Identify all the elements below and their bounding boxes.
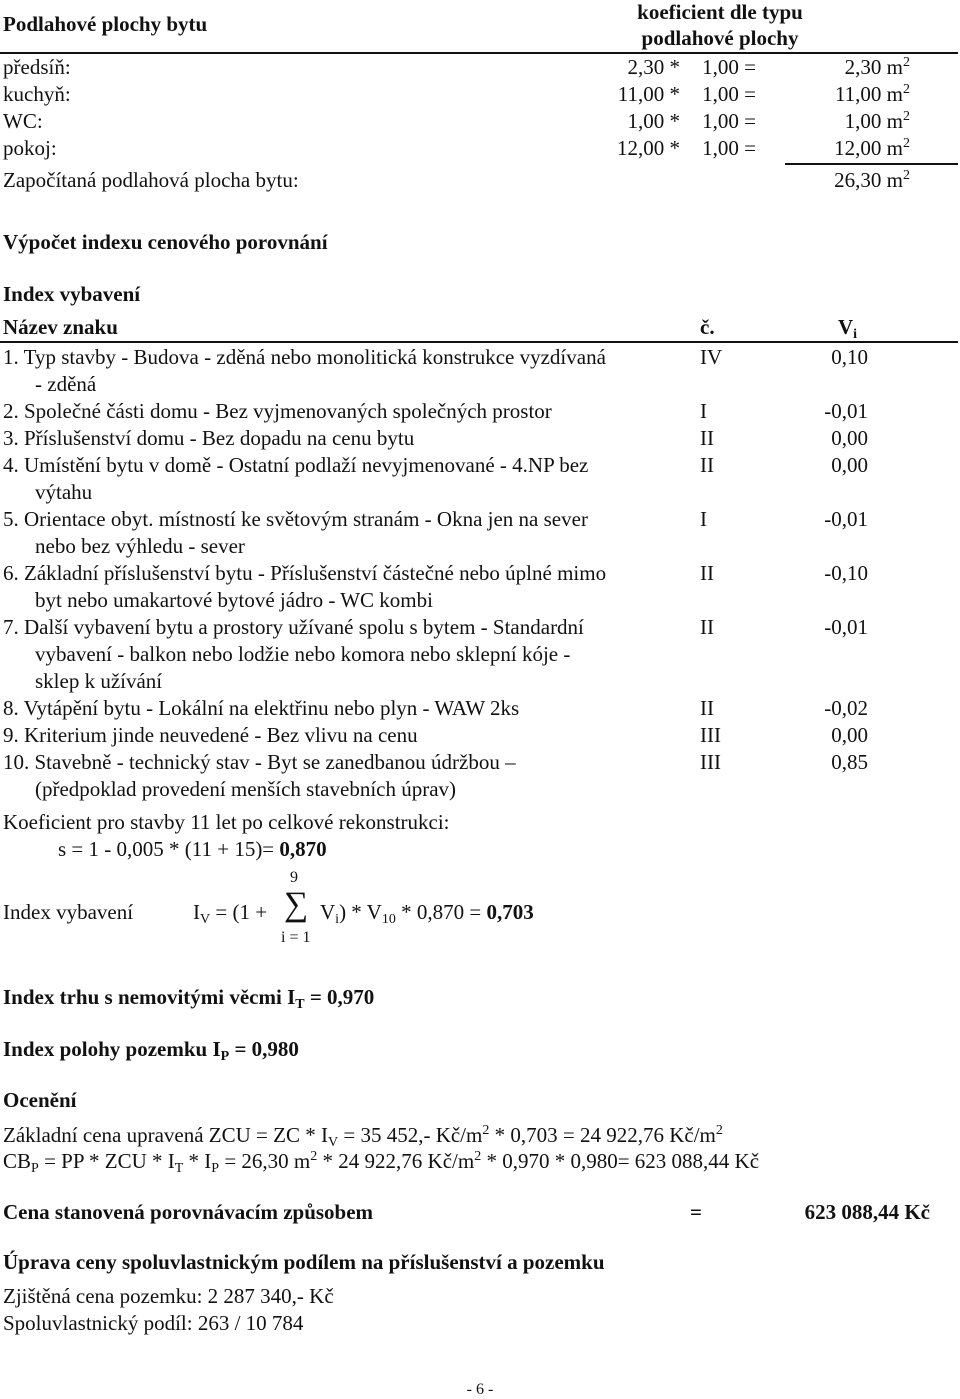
iv-label: Index vybavení	[3, 900, 134, 924]
equipment-item-text: sklep k užívání	[35, 669, 163, 693]
equipment-item-no: III	[700, 750, 721, 774]
equipment-item-no: I	[700, 507, 707, 531]
coef-header-1: koeficient dle typu	[637, 0, 803, 24]
equipment-item-value: -0,01	[824, 399, 868, 423]
equipment-item-text: 7. Další vybavení bytu a prostory užívané spolu s bytem - Standardní	[3, 615, 584, 639]
sum-lower-limit: i = 1	[281, 929, 311, 946]
equipment-item-text: 2. Společné části domu - Bez vyjmenovaných společných prostor	[3, 399, 552, 423]
sum-upper-limit: 9	[290, 869, 298, 886]
page-number: - 6 -	[466, 1381, 494, 1398]
floor-row-coef: 1,00 =	[702, 109, 756, 133]
result-value: 623 088,44 Kč	[804, 1200, 930, 1224]
floor-row-result: 1,00 $m^2$	[844, 109, 910, 133]
coef-text: Koeficient pro stavby 11 let po celkové rekonstrukci:	[3, 810, 450, 834]
sum-symbol: ∑	[284, 886, 309, 923]
floor-row-label: předsíň:	[3, 55, 71, 79]
floor-row-result: 2,30 $m^2$	[844, 55, 910, 79]
valuation-line-2: $CB_P$ = PP * ZCU * $I_T * I_P = 26,30$ $m^2 * 24$ 922,76 $Kč/m^2 * 0,970 * 0,980= 623$ 088,44 Kč	[3, 1149, 760, 1176]
equipment-item-no: IV	[700, 345, 723, 369]
coef-formula: s = 1 - 0,005 * (11 + 15)= 0,870	[58, 837, 327, 861]
equipment-item-text: byt nebo umakartové bytové jádro - WC kombi	[35, 588, 433, 612]
equipment-item-text: 9. Kriterium jinde neuvedené - Bez vlivu na cenu	[3, 723, 418, 747]
result-equals: =	[690, 1200, 702, 1224]
equipment-item-text: 1. Typ stavby - Budova - zděná nebo monolitická konstrukce vyzdívaná	[3, 345, 606, 369]
index-calc-title: Výpočet indexu cenového porovnání	[3, 230, 328, 254]
iv-formula-rest: $V_i) * V_{10} * 0,870 = 0,703$	[320, 900, 534, 927]
floor-row-area: 12,00 *	[617, 136, 680, 160]
equipment-title: Index vybavení	[3, 282, 141, 306]
equipment-item-text: 3. Příslušenství domu - Bez dopadu na cenu bytu	[3, 426, 415, 450]
floor-row-area: 11,00 *	[617, 82, 680, 106]
coef-header-2: podlahové plochy	[641, 26, 799, 50]
equipment-item-value: 0,00	[831, 453, 868, 477]
equipment-item-value: -0,10	[824, 561, 868, 585]
valuation-title: Ocenění	[3, 1088, 77, 1112]
share-ratio: Spoluvlastnický podíl: 263 / 10 784	[3, 1311, 304, 1335]
valuation-line-1: Základní cena upravená ZCU = ZC * $I_V = 35$ 452,- $Kč/m^2 * 0,703 = 24$ 922,76 $Kč/m^2$	[3, 1123, 723, 1150]
equipment-item-value: 0,85	[831, 750, 868, 774]
equipment-item-value: -0,01	[824, 507, 868, 531]
equipment-item-value: 0,00	[831, 723, 868, 747]
header-rule	[0, 52, 958, 54]
total-label: Započítaná podlahová plocha bytu:	[3, 168, 299, 192]
equipment-item-value: -0,02	[824, 696, 868, 720]
equipment-item-text: 8. Vytápění bytu - Lokální na elektřinu nebo plyn - WAW 2ks	[3, 696, 520, 720]
floor-row-label: kuchyň:	[3, 82, 71, 106]
equipment-item-no: I	[700, 399, 707, 423]
equipment-item-text: výtahu	[35, 480, 93, 504]
floor-row-coef: 1,00 =	[702, 136, 756, 160]
share-title: Úprava ceny spoluvlastnickým podílem na příslušenství a pozemku	[3, 1250, 605, 1274]
equipment-item-text: (předpoklad provedení menších stavebních úprav)	[35, 777, 457, 801]
floor-row-coef: 1,00 =	[702, 82, 756, 106]
floor-title: Podlahové plochy bytu	[3, 12, 208, 36]
equipment-item-text: 4. Umístění bytu v domě - Ostatní podlaží nevyjmenované - 4.NP bez	[3, 453, 589, 477]
sum-rule	[785, 163, 958, 165]
equipment-item-no: II	[700, 615, 714, 639]
floor-row-area: 1,00 *	[627, 109, 680, 133]
total-value: 26,30 $m^2$	[834, 168, 910, 192]
equipment-item-text: - zděná	[35, 372, 97, 396]
col-no-header: č.	[700, 315, 715, 339]
floor-row-label: WC:	[3, 109, 43, 133]
col-name-header: Název znaku	[3, 315, 118, 339]
floor-row-result: 12,00 $m^2$	[834, 136, 910, 160]
floor-row-coef: 1,00 =	[702, 55, 756, 79]
equipment-item-value: 0,10	[831, 345, 868, 369]
market-index: Index trhu s nemovitými věcmi $I_T = 0,970$	[3, 985, 375, 1012]
equipment-item-value: -0,01	[824, 615, 868, 639]
equipment-item-no: II	[700, 696, 714, 720]
equipment-item-no: II	[700, 426, 714, 450]
equipment-item-no: III	[700, 723, 721, 747]
table-rule	[0, 341, 958, 343]
equipment-item-value: 0,00	[831, 426, 868, 450]
floor-row-result: 11,00 $m^2$	[834, 82, 910, 106]
equipment-item-no: II	[700, 453, 714, 477]
floor-row-label: pokoj:	[3, 136, 57, 160]
result-label: Cena stanovená porovnávacím způsobem	[3, 1200, 374, 1224]
col-v-header: $V_i$	[838, 315, 858, 342]
equipment-item-text: nebo bez výhledu - sever	[35, 534, 245, 558]
equipment-item-no: II	[700, 561, 714, 585]
iv-formula: $I_V = (1$ +	[193, 900, 268, 927]
equipment-item-text: 10. Stavebně - technický stav - Byt se zanedbanou údržbou –	[3, 750, 516, 774]
equipment-item-text: vybavení - balkon nebo lodžie nebo komora nebo sklepní kóje -	[35, 642, 571, 666]
floor-row-area: 2,30 *	[627, 55, 680, 79]
location-index: Index polohy pozemku $I_P = 0,980$	[3, 1037, 299, 1064]
equipment-item-text: 5. Orientace obyt. místností ke světovým stranám - Okna jen na sever	[3, 507, 588, 531]
equipment-item-text: 6. Základní příslušenství bytu - Příslušenství částečné nebo úplné mimo	[3, 561, 607, 585]
land-price: Zjištěná cena pozemku: 2 287 340,- Kč	[3, 1284, 334, 1308]
